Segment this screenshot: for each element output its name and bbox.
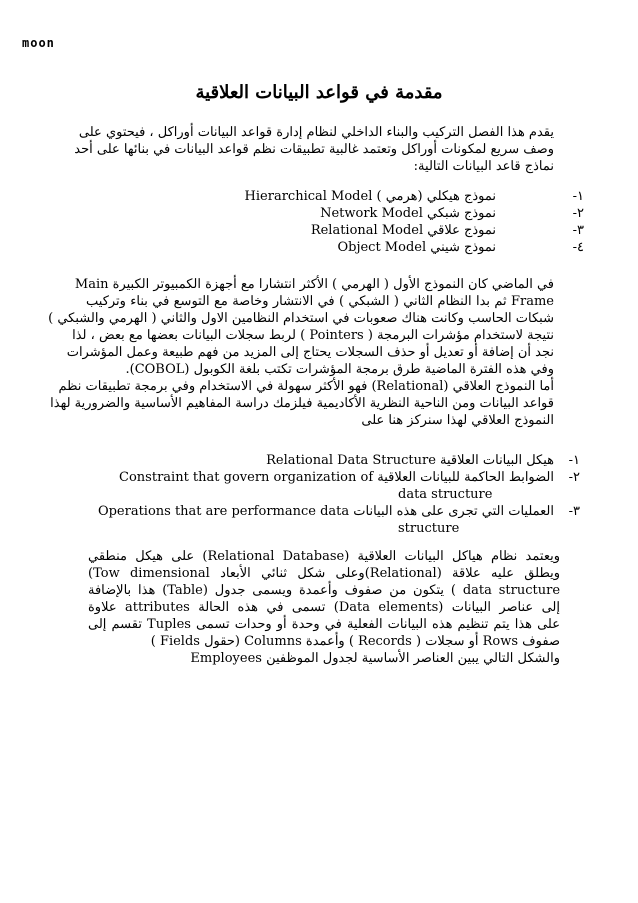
history-line: في الماضي كان النموذج الأول ( الهرمي ) الأكثر انتشارا مع أجهزة الكمبيوتر الكبيرة Main	[74, 277, 554, 292]
structure-text: الضوابط الحاكمة للبيانات العلاقية Constraint that govern organization of	[119, 470, 554, 485]
structure-number: ١-	[568, 453, 580, 468]
intro-line: وصف سريع لمكونات أوراكل وتعتمد غالبية تطبيقات نظم قواعد البيانات في بنائها على أحد	[74, 142, 554, 157]
structure-item	[84, 503, 580, 520]
history-line: أما النموذج العلاقي (Relational) فهو الأكثر سهولة في الاستخدام وفي برمجة تطبيقات نظم	[58, 379, 554, 394]
relational-line: ويعتمد نظام هياكل البيانات العلاقية (Relational Database) على هيكل منطقي	[88, 549, 560, 564]
history-line: وفي هذه الفترة الماضية طرق برمجة المؤشرات تكتب بلغة الكوبول (COBOL).	[125, 362, 554, 377]
structure-list	[84, 452, 580, 537]
history-line: Frame ثم بدا النظام الثاني ( الشبكي ) في الانتشار وخاصة مع التوسع في بناء وتركيب	[86, 294, 554, 309]
relational-line: data structure ) يتكون من صفوف وأعمدة ويسمى جدول (Table) هذا بالإضافة	[88, 583, 561, 598]
document-body	[48, 0, 584, 903]
structure-continuation: structure	[398, 521, 460, 536]
intro-line: يقدم هذا الفصل التركيب والبناء الداخلي لنظام إدارة قواعد البيانات أوراكل ، فيحتوي على	[78, 125, 554, 140]
model-text: نموذج علاقي Relational Model	[310, 223, 496, 238]
history-line: شبكات الحاسب وكانت هناك صعوبات في استخدام النظامين الاول والثاني ( الهرمي والشبكي )	[48, 311, 554, 326]
structure-item	[84, 469, 580, 486]
structure-item	[84, 452, 580, 469]
relational-line: والشكل التالي يبين العناصر الأساسية لجدول الموظفين Employees	[190, 651, 560, 666]
structure-continuation: data structure	[398, 487, 493, 502]
models-list	[98, 188, 584, 256]
intro-line: نماذج قاعد البيانات التالية:	[413, 159, 554, 174]
model-text: نموذج هيكلي (هرمي ) Hierarchical Model	[244, 189, 496, 204]
model-item	[98, 188, 584, 205]
model-item	[98, 222, 584, 239]
history-line: نجد أن إضافة أو تعديل أو حذف السجلات يحتاج إلى المزيد من فهم طبيعة وعمل المؤشرات	[66, 345, 554, 360]
model-item	[98, 239, 584, 256]
relational-line: إلى عناصر البيانات (Data elements) تسمى في هذه الحالة attributes علاوة	[88, 600, 560, 615]
model-number: ٣-	[572, 223, 584, 238]
relational-line: صفوف Rows أو سجلات ( Records ) وأعمدة Columns (حقول Fields )	[150, 634, 560, 649]
structure-text: العمليات التي تجرى على هذه البيانات Operations that are performance data	[97, 504, 554, 519]
relational-line: على هذا يتم تنظيم هذه البيانات الفعلية في وحدة أو وحدات تسمى Tuples تقسم إلى	[88, 617, 560, 632]
model-number: ٤-	[572, 240, 584, 255]
model-text: نموذج شبكي Network Model	[320, 206, 496, 221]
history-paragraph	[48, 276, 554, 429]
intro-paragraph	[74, 124, 554, 175]
moon-logo: moon	[22, 36, 55, 50]
relational-line: ويطلق عليه علاقة (Relational)وعلى شكل ثنائي الأبعاد Tow dimensional)	[88, 566, 561, 581]
history-line: نتيجة لاستخدام مؤشرات البرمجة ( Pointers ) لربط سجلات البيانات بعضها مع بعض ، لذا	[72, 328, 554, 343]
model-number: ١-	[572, 189, 584, 204]
structure-text: هيكل البيانات العلاقية Relational Data Structure	[266, 453, 554, 468]
relational-paragraph	[88, 548, 560, 667]
history-line: قواعد البيانات ومن الناحية النظرية الأكاديمية فيلزمك دراسة المفاهيم الأساسية والضرورية لهذا	[50, 396, 554, 411]
structure-number: ٣-	[568, 504, 580, 519]
history-line: النموذج العلاقي لهذا سنركز هنا على	[361, 413, 554, 428]
model-text: نموذج شيني Object Model	[337, 240, 496, 255]
model-item	[98, 205, 584, 222]
model-number: ٢-	[572, 206, 584, 221]
structure-number: ٢-	[568, 470, 580, 485]
page-title: مقدمة في قواعد البيانات العلاقية	[195, 82, 443, 103]
